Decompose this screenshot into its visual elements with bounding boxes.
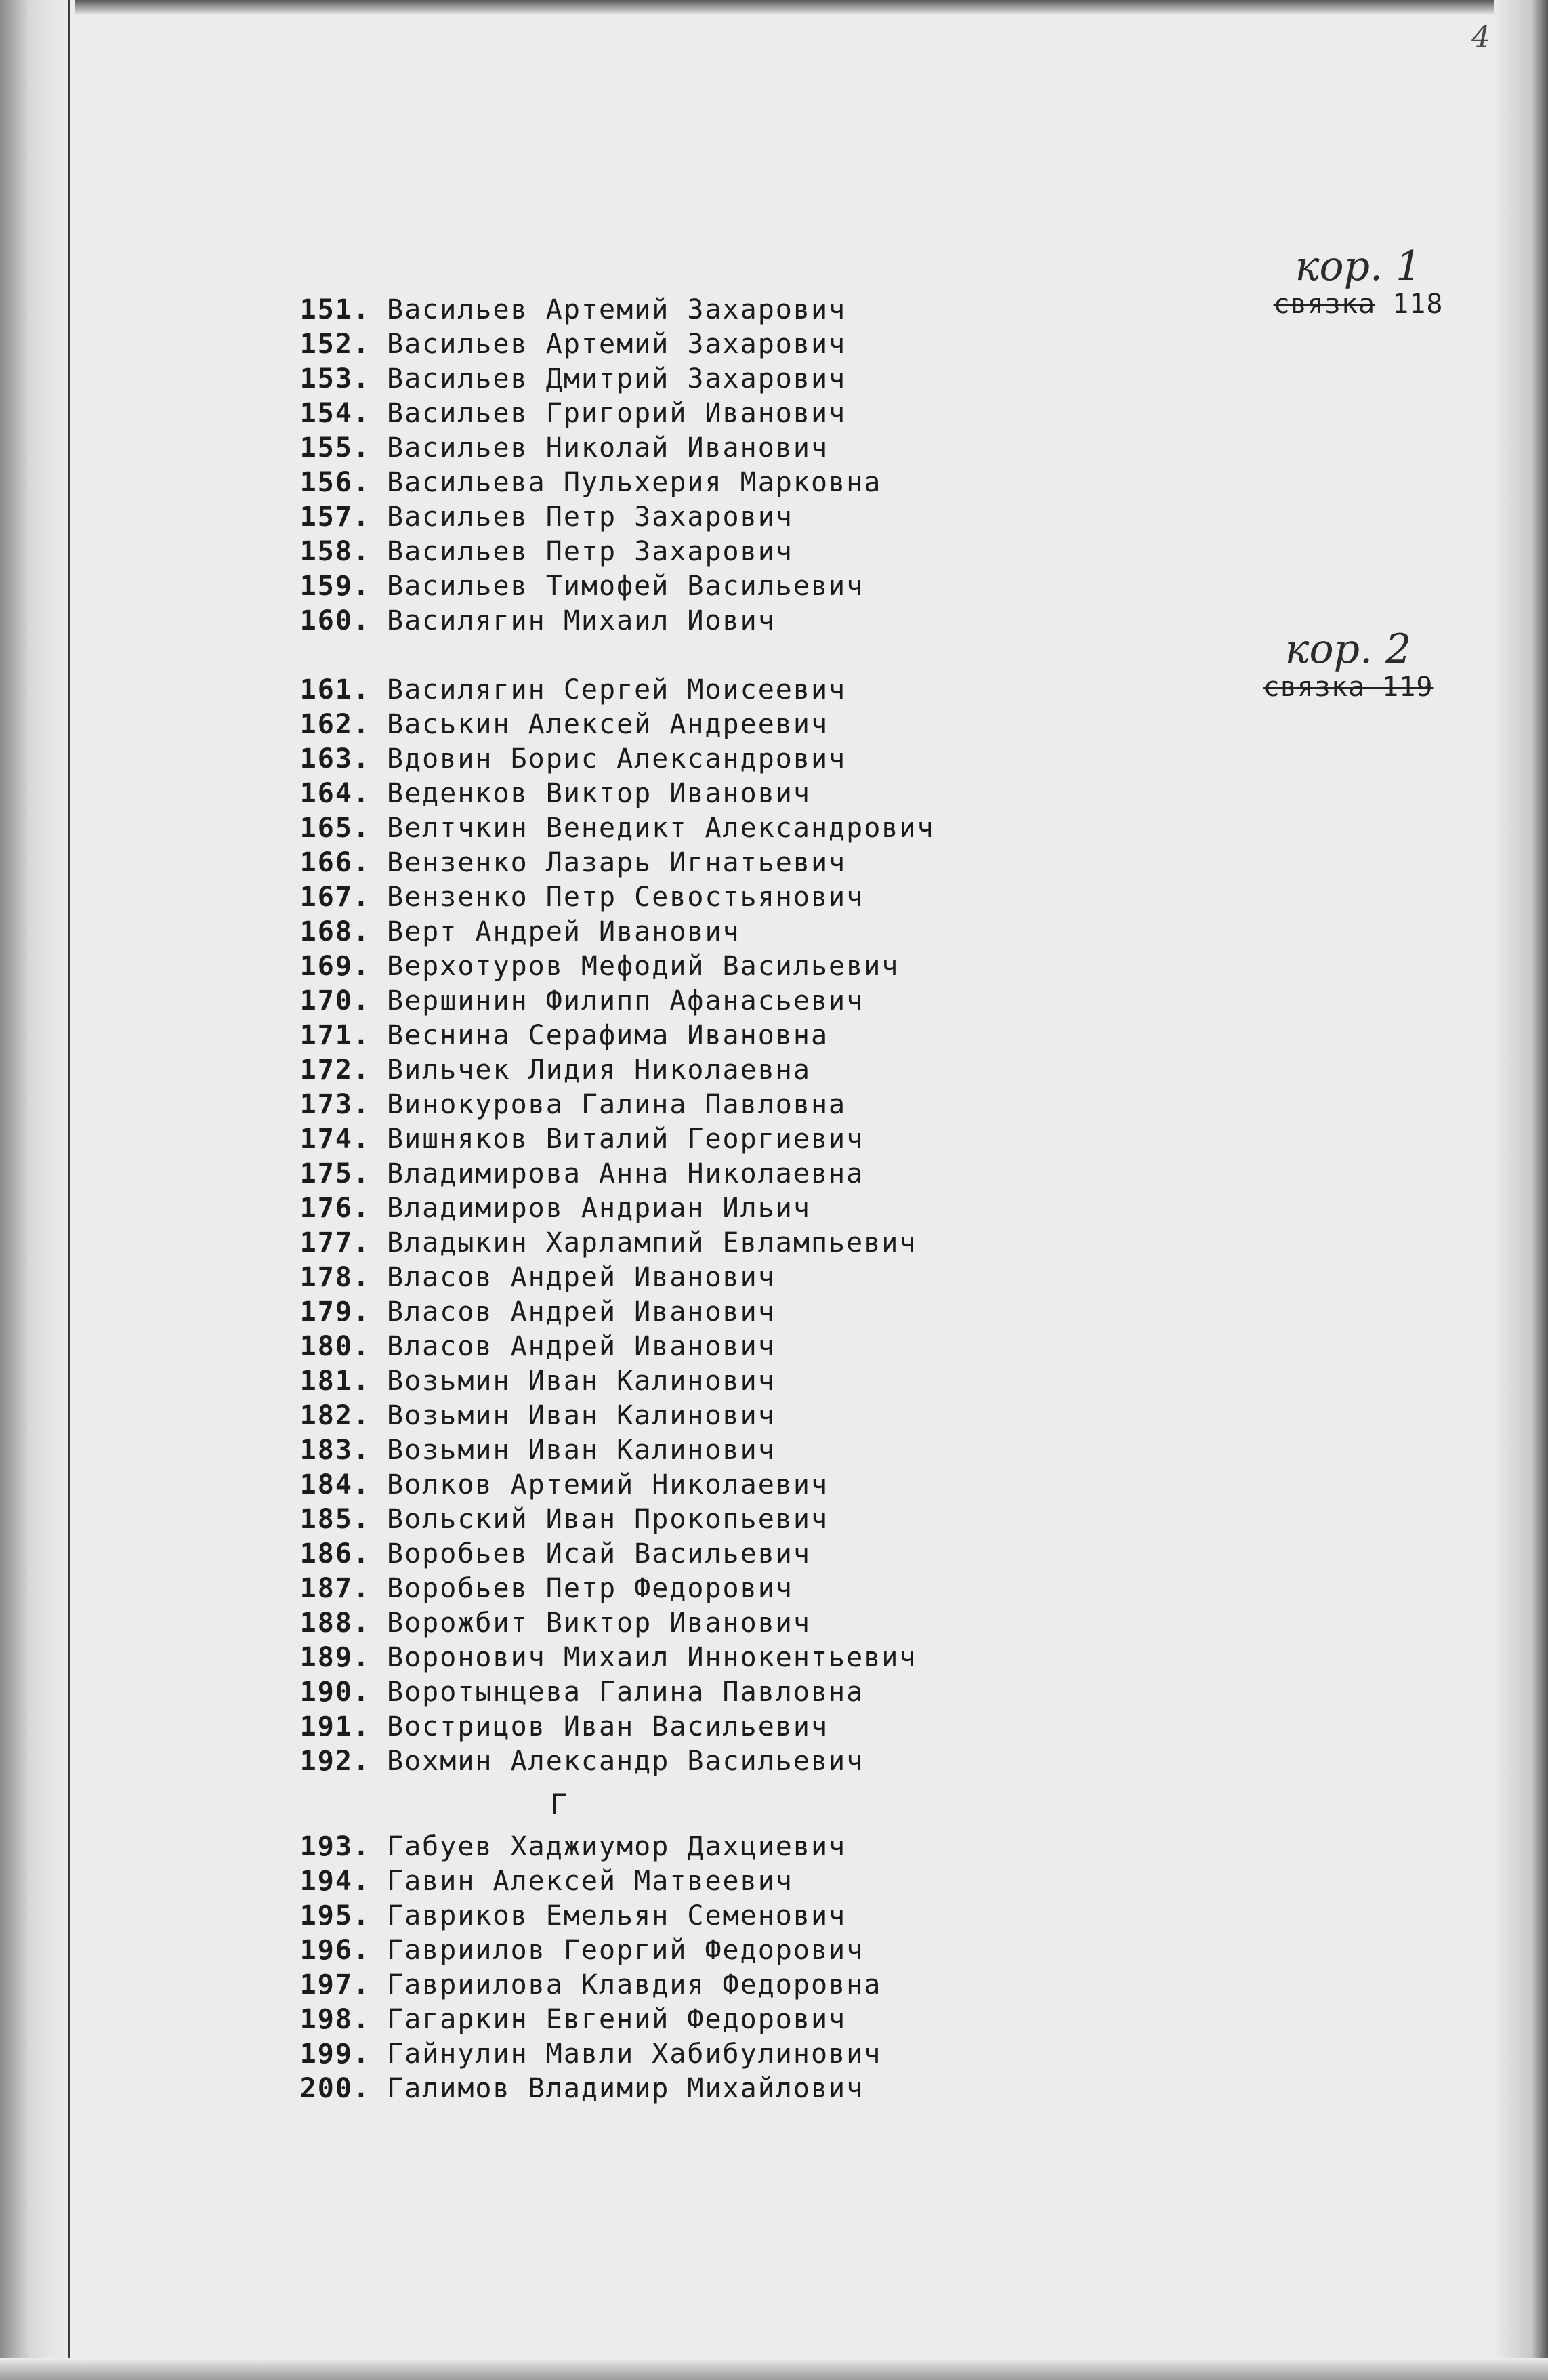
list-entry bbox=[252, 1157, 935, 1191]
entry-name: Василягин Сергей Моисеевич bbox=[387, 674, 847, 705]
entry-name: Веснина Серафима Ивановна bbox=[387, 1020, 829, 1051]
entry-number: 177. bbox=[299, 1227, 371, 1258]
entry-name: Волков Артемий Николаевич bbox=[387, 1469, 829, 1500]
entry-number: 178. bbox=[299, 1262, 371, 1293]
entry-name: Воротынцева Галина Павловна bbox=[387, 1677, 864, 1708]
list-entry bbox=[252, 984, 935, 1019]
entry-number: 200. bbox=[299, 2073, 371, 2104]
list-entry bbox=[252, 1537, 935, 1572]
list-entry bbox=[252, 1364, 935, 1399]
section-letter: Г bbox=[550, 1788, 568, 1821]
list-entry bbox=[252, 1641, 935, 1675]
entry-name: Василягин Михаил Иович bbox=[387, 605, 776, 636]
entry-name: Велтчкин Венедикт Александрович bbox=[387, 813, 935, 844]
entry-name: Васильев Петр Захарович bbox=[387, 501, 793, 533]
entry-number: 170. bbox=[299, 985, 371, 1017]
list-entry bbox=[252, 1675, 935, 1710]
list-entry bbox=[252, 1088, 935, 1122]
list-entry bbox=[252, 1710, 935, 1744]
entry-name: Васильев Тимофей Васильевич bbox=[387, 571, 864, 602]
entry-number: 192. bbox=[299, 1746, 371, 1777]
entry-number: 154. bbox=[299, 398, 371, 429]
entry-name: Васильев Григорий Иванович bbox=[387, 398, 847, 429]
list-entry bbox=[252, 1226, 935, 1260]
handwritten-box-label: кор. 1 bbox=[1295, 243, 1422, 290]
list-entry bbox=[252, 880, 935, 915]
entry-number: 199. bbox=[299, 2038, 371, 2070]
entry-name: Васькин Алексей Андреевич bbox=[387, 709, 829, 740]
list-entry bbox=[252, 1295, 935, 1330]
entry-name: Возьмин Иван Калинович bbox=[387, 1435, 776, 1466]
entry-name: Верт Андрей Иванович bbox=[387, 916, 740, 947]
list-entry bbox=[252, 1191, 935, 1226]
list-entry bbox=[252, 2037, 935, 2072]
entry-name: Вольский Иван Прокопьевич bbox=[387, 1504, 829, 1535]
entry-name: Власов Андрей Иванович bbox=[387, 1296, 776, 1328]
entry-name: Власов Андрей Иванович bbox=[387, 1262, 776, 1293]
list-entry bbox=[252, 846, 935, 880]
list-entry bbox=[252, 362, 935, 396]
entry-name: Возьмин Иван Калинович bbox=[387, 1400, 776, 1431]
entry-number: 166. bbox=[299, 847, 371, 878]
entry-name: Васильев Петр Захарович bbox=[387, 536, 793, 567]
entry-name: Васильева Пульхерия Марковна bbox=[387, 467, 882, 498]
entry-number: 176. bbox=[299, 1193, 371, 1224]
entry-number: 163. bbox=[299, 743, 371, 775]
entry-name: Власов Андрей Иванович bbox=[387, 1331, 776, 1362]
entry-number: 174. bbox=[299, 1124, 371, 1155]
entry-number: 161. bbox=[299, 674, 371, 705]
entry-number: 160. bbox=[299, 605, 371, 636]
list-entry bbox=[252, 604, 935, 638]
entry-name: Гавин Алексей Матвеевич bbox=[387, 1866, 793, 1897]
entry-name: Владимиров Андриан Ильич bbox=[387, 1193, 811, 1224]
page-top-edge bbox=[0, 0, 1548, 15]
entry-name: Воробьев Исай Васильевич bbox=[387, 1538, 811, 1569]
page-left-edge bbox=[0, 0, 75, 2380]
entry-number: 153. bbox=[299, 363, 371, 394]
entry-number: 157. bbox=[299, 501, 371, 533]
entry-number: 180. bbox=[299, 1331, 371, 1362]
entry-name: Васильев Николай Иванович bbox=[387, 432, 829, 464]
list-entry bbox=[252, 1053, 935, 1088]
entry-number: 171. bbox=[299, 1020, 371, 1051]
page-bottom-edge bbox=[0, 2358, 1548, 2380]
list-entry bbox=[252, 1830, 935, 1864]
entry-number: 191. bbox=[299, 1711, 371, 1742]
entry-number: 156. bbox=[299, 467, 371, 498]
entry-name: Верхотуров Мефодий Васильевич bbox=[387, 951, 900, 982]
entry-number: 193. bbox=[299, 1831, 371, 1862]
entry-number: 175. bbox=[299, 1158, 371, 1189]
list-entry bbox=[252, 949, 935, 984]
typed-bundle-label bbox=[1247, 289, 1470, 320]
list-entry bbox=[252, 1502, 935, 1537]
entry-name: Вохмин Александр Васильевич bbox=[387, 1746, 864, 1777]
list-entry bbox=[252, 1899, 935, 1933]
entry-number: 152. bbox=[299, 329, 371, 360]
entry-number: 194. bbox=[299, 1866, 371, 1897]
entry-number: 190. bbox=[299, 1677, 371, 1708]
entry-name: Гагаркин Евгений Федорович bbox=[387, 2004, 847, 2035]
list-entry bbox=[252, 2003, 935, 2037]
entry-number: 188. bbox=[299, 1607, 371, 1639]
entry-name: Гавриилова Клавдия Федоровна bbox=[387, 1969, 882, 2001]
entry-number: 179. bbox=[299, 1296, 371, 1328]
entry-number: 195. bbox=[299, 1900, 371, 1931]
margin-note-box-1 bbox=[1247, 244, 1470, 320]
entry-name: Воробьев Петр Федорович bbox=[387, 1573, 793, 1604]
list-entry bbox=[252, 1864, 935, 1899]
typed-bundle-label bbox=[1236, 672, 1460, 703]
entry-number: 168. bbox=[299, 916, 371, 947]
entry-name: Васильев Артемий Захарович bbox=[387, 294, 847, 325]
page-right-edge bbox=[1494, 0, 1548, 2380]
page-number: 4 bbox=[1471, 20, 1490, 55]
entry-number: 173. bbox=[299, 1089, 371, 1120]
entry-name: Владыкин Харлампий Евлампьевич bbox=[387, 1227, 917, 1258]
entry-name: Гавриков Емельян Семенович bbox=[387, 1900, 847, 1931]
entry-name: Вдовин Борис Александрович bbox=[387, 743, 847, 775]
entry-name: Возьмин Иван Калинович bbox=[387, 1366, 776, 1397]
entry-number: 182. bbox=[299, 1400, 371, 1431]
entry-number: 198. bbox=[299, 2004, 371, 2035]
entry-number: 164. bbox=[299, 778, 371, 809]
list-entry bbox=[252, 742, 935, 777]
list-entry bbox=[252, 431, 935, 466]
entry-number: 169. bbox=[299, 951, 371, 982]
list-entry bbox=[252, 1122, 935, 1157]
list-entry bbox=[252, 2072, 935, 2106]
struck-bundle-word: связка bbox=[1273, 289, 1376, 320]
list-entry bbox=[252, 1968, 935, 2003]
entry-number: 165. bbox=[299, 813, 371, 844]
entry-name: Галимов Владимир Михайлович bbox=[387, 2073, 864, 2104]
entry-name: Габуев Хаджиумор Дахциевич bbox=[387, 1831, 847, 1862]
entry-name: Вензенко Лазарь Игнатьевич bbox=[387, 847, 847, 878]
entry-number: 185. bbox=[299, 1504, 371, 1535]
list-entry bbox=[252, 915, 935, 949]
entry-name: Ворожбит Виктор Иванович bbox=[387, 1607, 811, 1639]
list-entry bbox=[252, 466, 935, 500]
name-list bbox=[252, 293, 935, 2106]
entry-number: 158. bbox=[299, 536, 371, 567]
entry-name: Вишняков Виталий Георгиевич bbox=[387, 1124, 864, 1155]
entry-number: 151. bbox=[299, 294, 371, 325]
entry-name: Васильев Дмитрий Захарович bbox=[387, 363, 847, 394]
list-entry bbox=[252, 500, 935, 535]
list-entry bbox=[252, 1019, 935, 1053]
list-entry bbox=[252, 1399, 935, 1433]
list-entry bbox=[252, 1468, 935, 1502]
entry-name: Воронович Михаил Иннокентьевич bbox=[387, 1642, 917, 1673]
list-entry bbox=[252, 1606, 935, 1641]
margin-note-box-2 bbox=[1236, 627, 1460, 703]
bundle-number: 118 bbox=[1392, 289, 1444, 320]
entry-name: Винокурова Галина Павловна bbox=[387, 1089, 847, 1120]
binding-fold bbox=[68, 0, 70, 2380]
entry-number: 167. bbox=[299, 882, 371, 913]
entry-number: 196. bbox=[299, 1935, 371, 1966]
entry-number: 187. bbox=[299, 1573, 371, 1604]
list-entry bbox=[252, 673, 935, 707]
entry-number: 159. bbox=[299, 571, 371, 602]
entry-number: 181. bbox=[299, 1366, 371, 1397]
entry-number: 183. bbox=[299, 1435, 371, 1466]
struck-bundle-word: связка 119 bbox=[1263, 672, 1434, 703]
list-entry bbox=[252, 535, 935, 569]
entry-name: Владимирова Анна Николаевна bbox=[387, 1158, 864, 1189]
list-entry bbox=[252, 293, 935, 327]
list-entry bbox=[252, 327, 935, 362]
entry-number: 172. bbox=[299, 1054, 371, 1086]
list-entry bbox=[252, 1433, 935, 1468]
handwritten-box-label: кор. 2 bbox=[1284, 625, 1412, 673]
entry-name: Гавриилов Георгий Федорович bbox=[387, 1935, 864, 1966]
list-entry bbox=[252, 777, 935, 811]
entry-name: Гайнулин Мавли Хабибулинович bbox=[387, 2038, 882, 2070]
entry-name: Васильев Артемий Захарович bbox=[387, 329, 847, 360]
entry-name: Вензенко Петр Севостьянович bbox=[387, 882, 864, 913]
list-entry bbox=[252, 707, 935, 742]
list-entry bbox=[252, 569, 935, 604]
list-entry bbox=[252, 396, 935, 431]
list-entry bbox=[252, 1572, 935, 1606]
list-entry bbox=[252, 1744, 935, 1779]
list-entry bbox=[252, 1330, 935, 1364]
entry-number: 189. bbox=[299, 1642, 371, 1673]
list-spacer bbox=[252, 638, 935, 673]
list-entry bbox=[252, 1933, 935, 1968]
entry-number: 162. bbox=[299, 709, 371, 740]
entry-name: Вильчек Лидия Николаевна bbox=[387, 1054, 811, 1086]
list-entry bbox=[252, 811, 935, 846]
entry-number: 186. bbox=[299, 1538, 371, 1569]
entry-name: Вершинин Филипп Афанасьевич bbox=[387, 985, 864, 1017]
entry-number: 184. bbox=[299, 1469, 371, 1500]
entry-name: Вострицов Иван Васильевич bbox=[387, 1711, 829, 1742]
list-entry bbox=[252, 1260, 935, 1295]
entry-number: 155. bbox=[299, 432, 371, 464]
entry-name: Веденков Виктор Иванович bbox=[387, 778, 811, 809]
entry-number: 197. bbox=[299, 1969, 371, 2001]
